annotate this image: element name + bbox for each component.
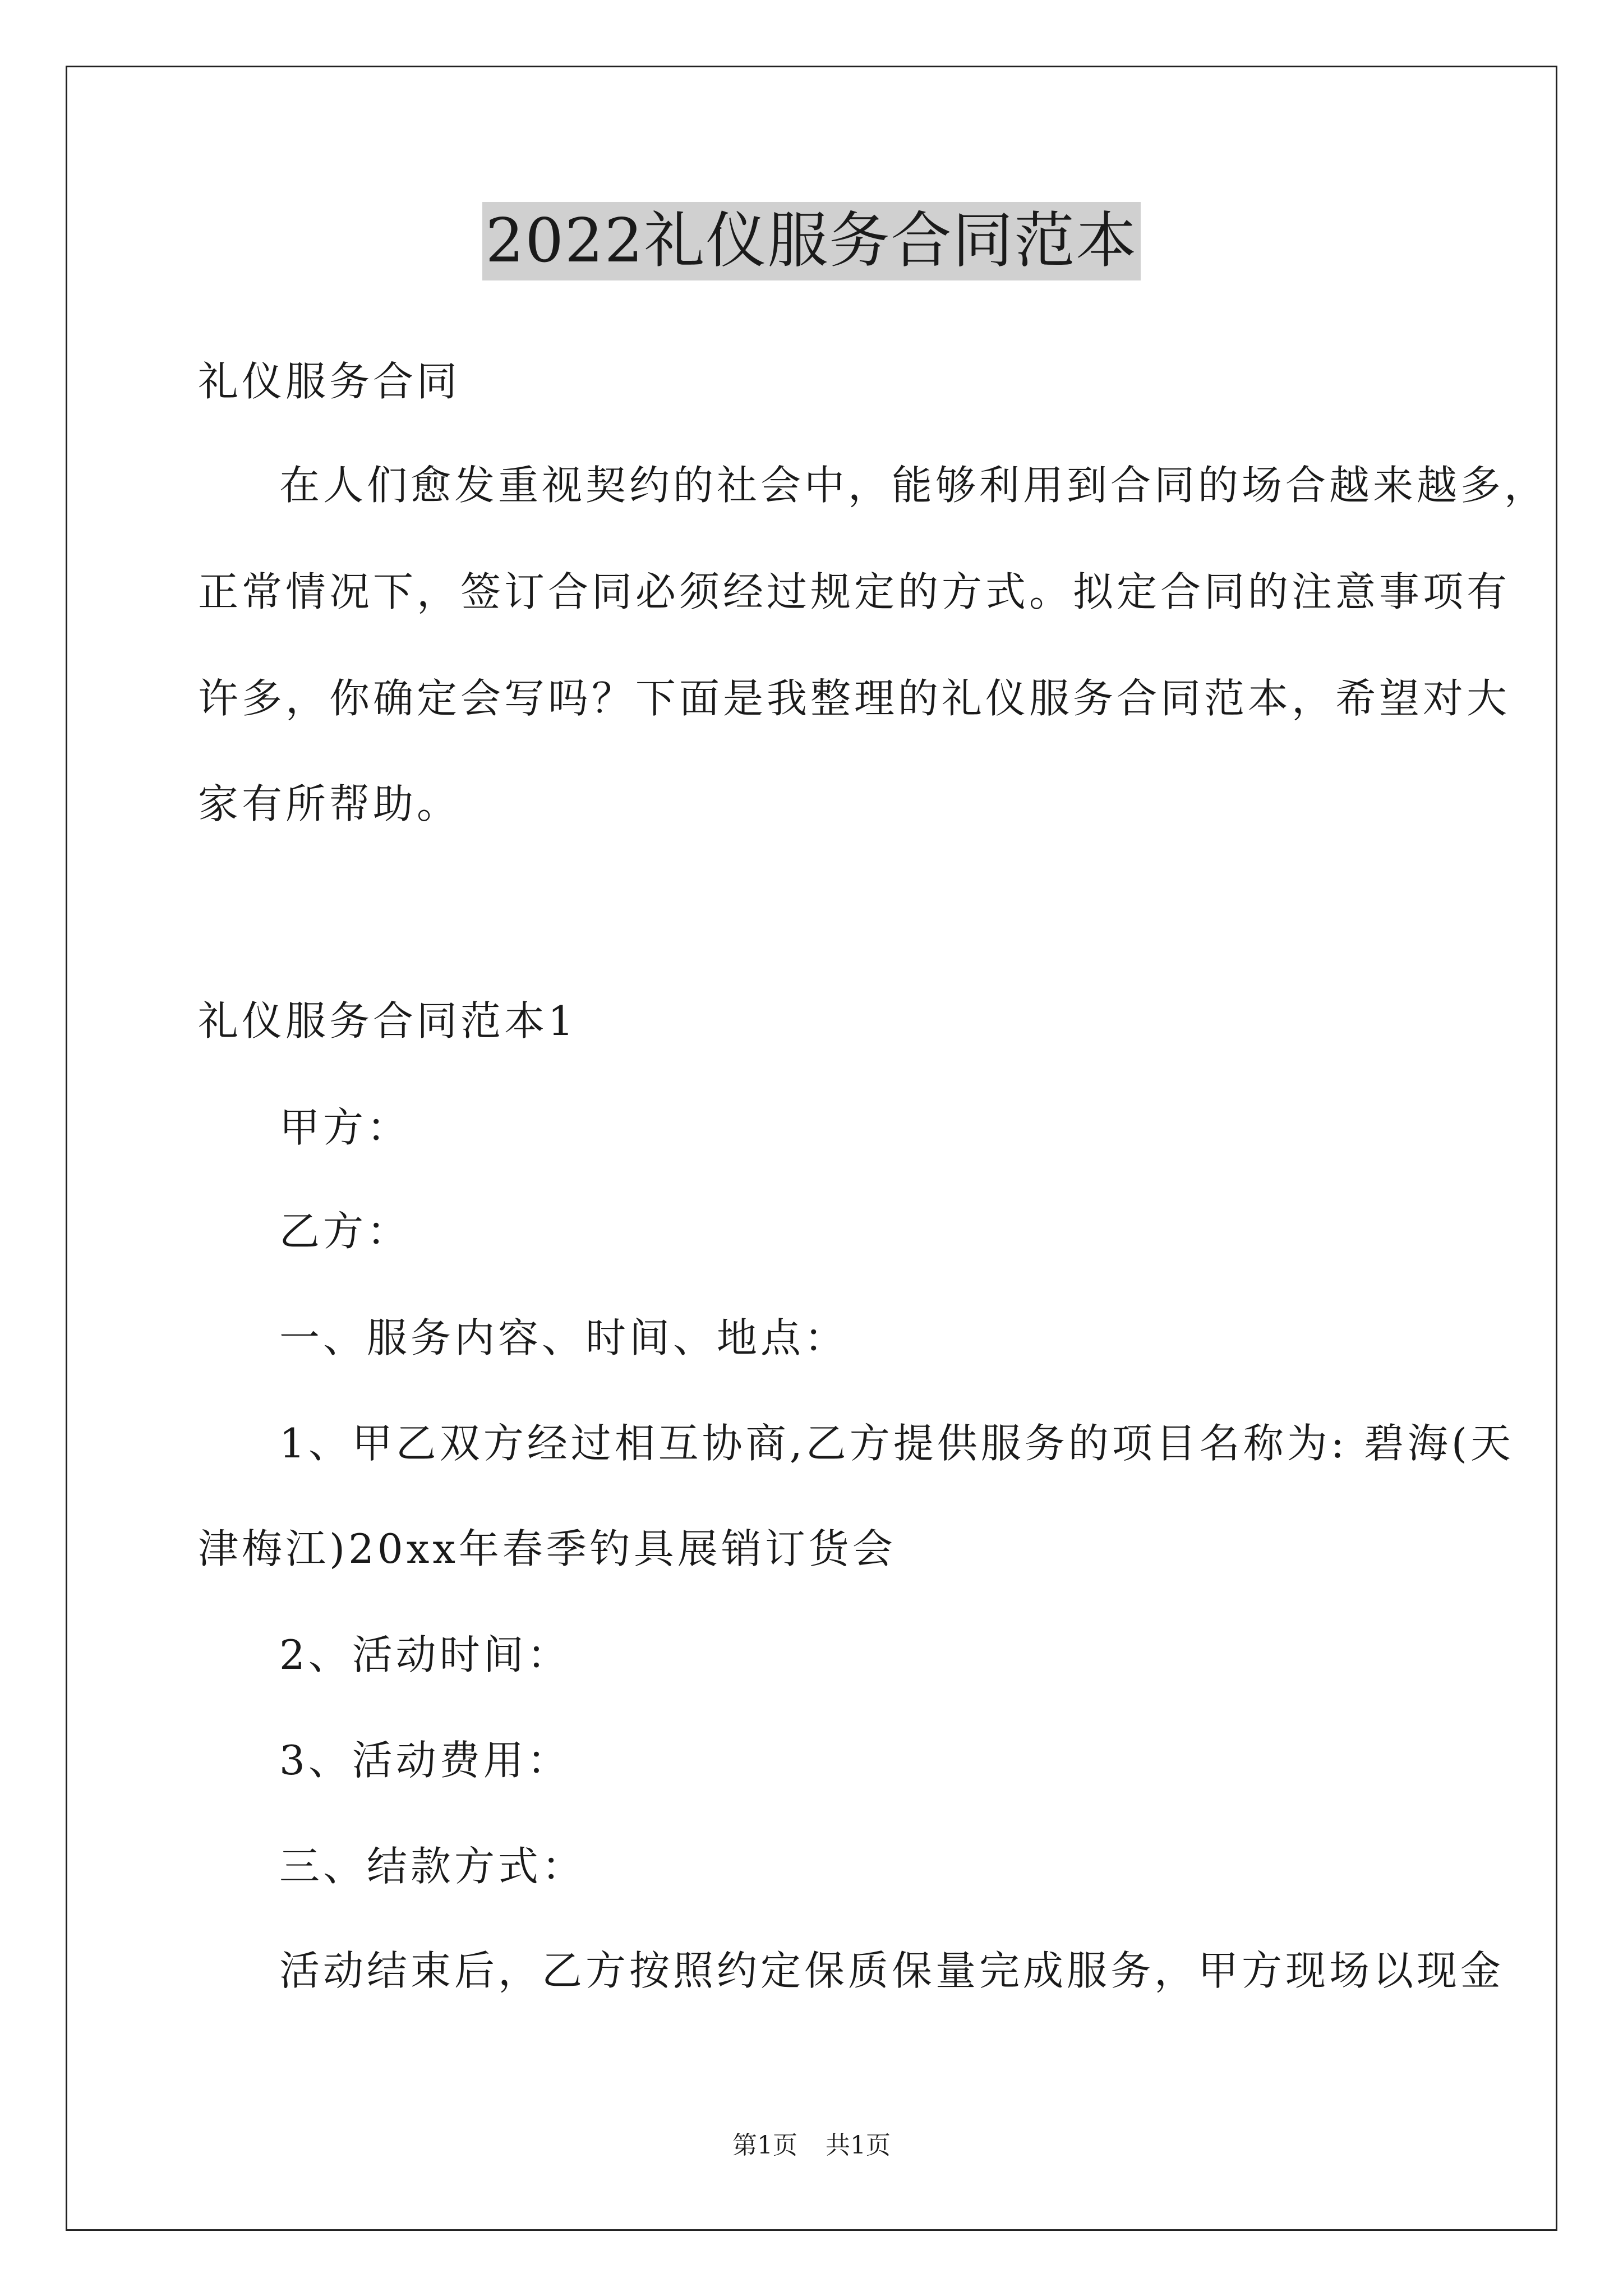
- page-footer: [0, 2129, 1623, 2162]
- party-a-label: 甲方：: [279, 1104, 411, 1151]
- title-container: [0, 202, 1623, 280]
- page-number-total: 共1页: [826, 2131, 891, 2160]
- intro-line-4: 家有所帮助。: [198, 780, 461, 827]
- clause-1-item-1-line-2: 津梅江)20xx年春季钓具展销订货会: [198, 1525, 896, 1572]
- clause-3-heading: 三、结款方式：: [279, 1843, 586, 1890]
- clause-1-item-1-line-1: 1、甲乙双方经过相互协商,乙方提供服务的项目名称为: 碧海(天: [279, 1420, 1514, 1467]
- clause-3-body: 活动结束后，乙方按照约定保质保量完成服务，甲方现场以现金: [279, 1947, 1505, 1994]
- section-heading: 礼仪服务合同范本1: [198, 997, 577, 1045]
- page-number-current: 第1页: [732, 2131, 797, 2160]
- intro-line-1: 在人们愈发重视契约的社会中，能够利用到合同的场合越来越多，: [279, 462, 1548, 509]
- clause-1-heading: 一、服务内容、时间、地点：: [279, 1314, 849, 1361]
- clause-1-item-3: 3、活动费用：: [279, 1737, 571, 1784]
- intro-line-3: 许多，你确定会写吗？下面是我整理的礼仪服务合同范本，希望对大: [198, 675, 1511, 722]
- intro-line-2: 正常情况下，签订合同必须经过规定的方式。拟定合同的注意事项有: [198, 568, 1511, 615]
- party-b-label: 乙方：: [279, 1208, 411, 1255]
- document-title: 2022礼仪服务合同范本: [482, 202, 1141, 280]
- document-subtitle: 礼仪服务合同: [198, 358, 461, 405]
- clause-1-item-2: 2、活动时间：: [279, 1631, 571, 1678]
